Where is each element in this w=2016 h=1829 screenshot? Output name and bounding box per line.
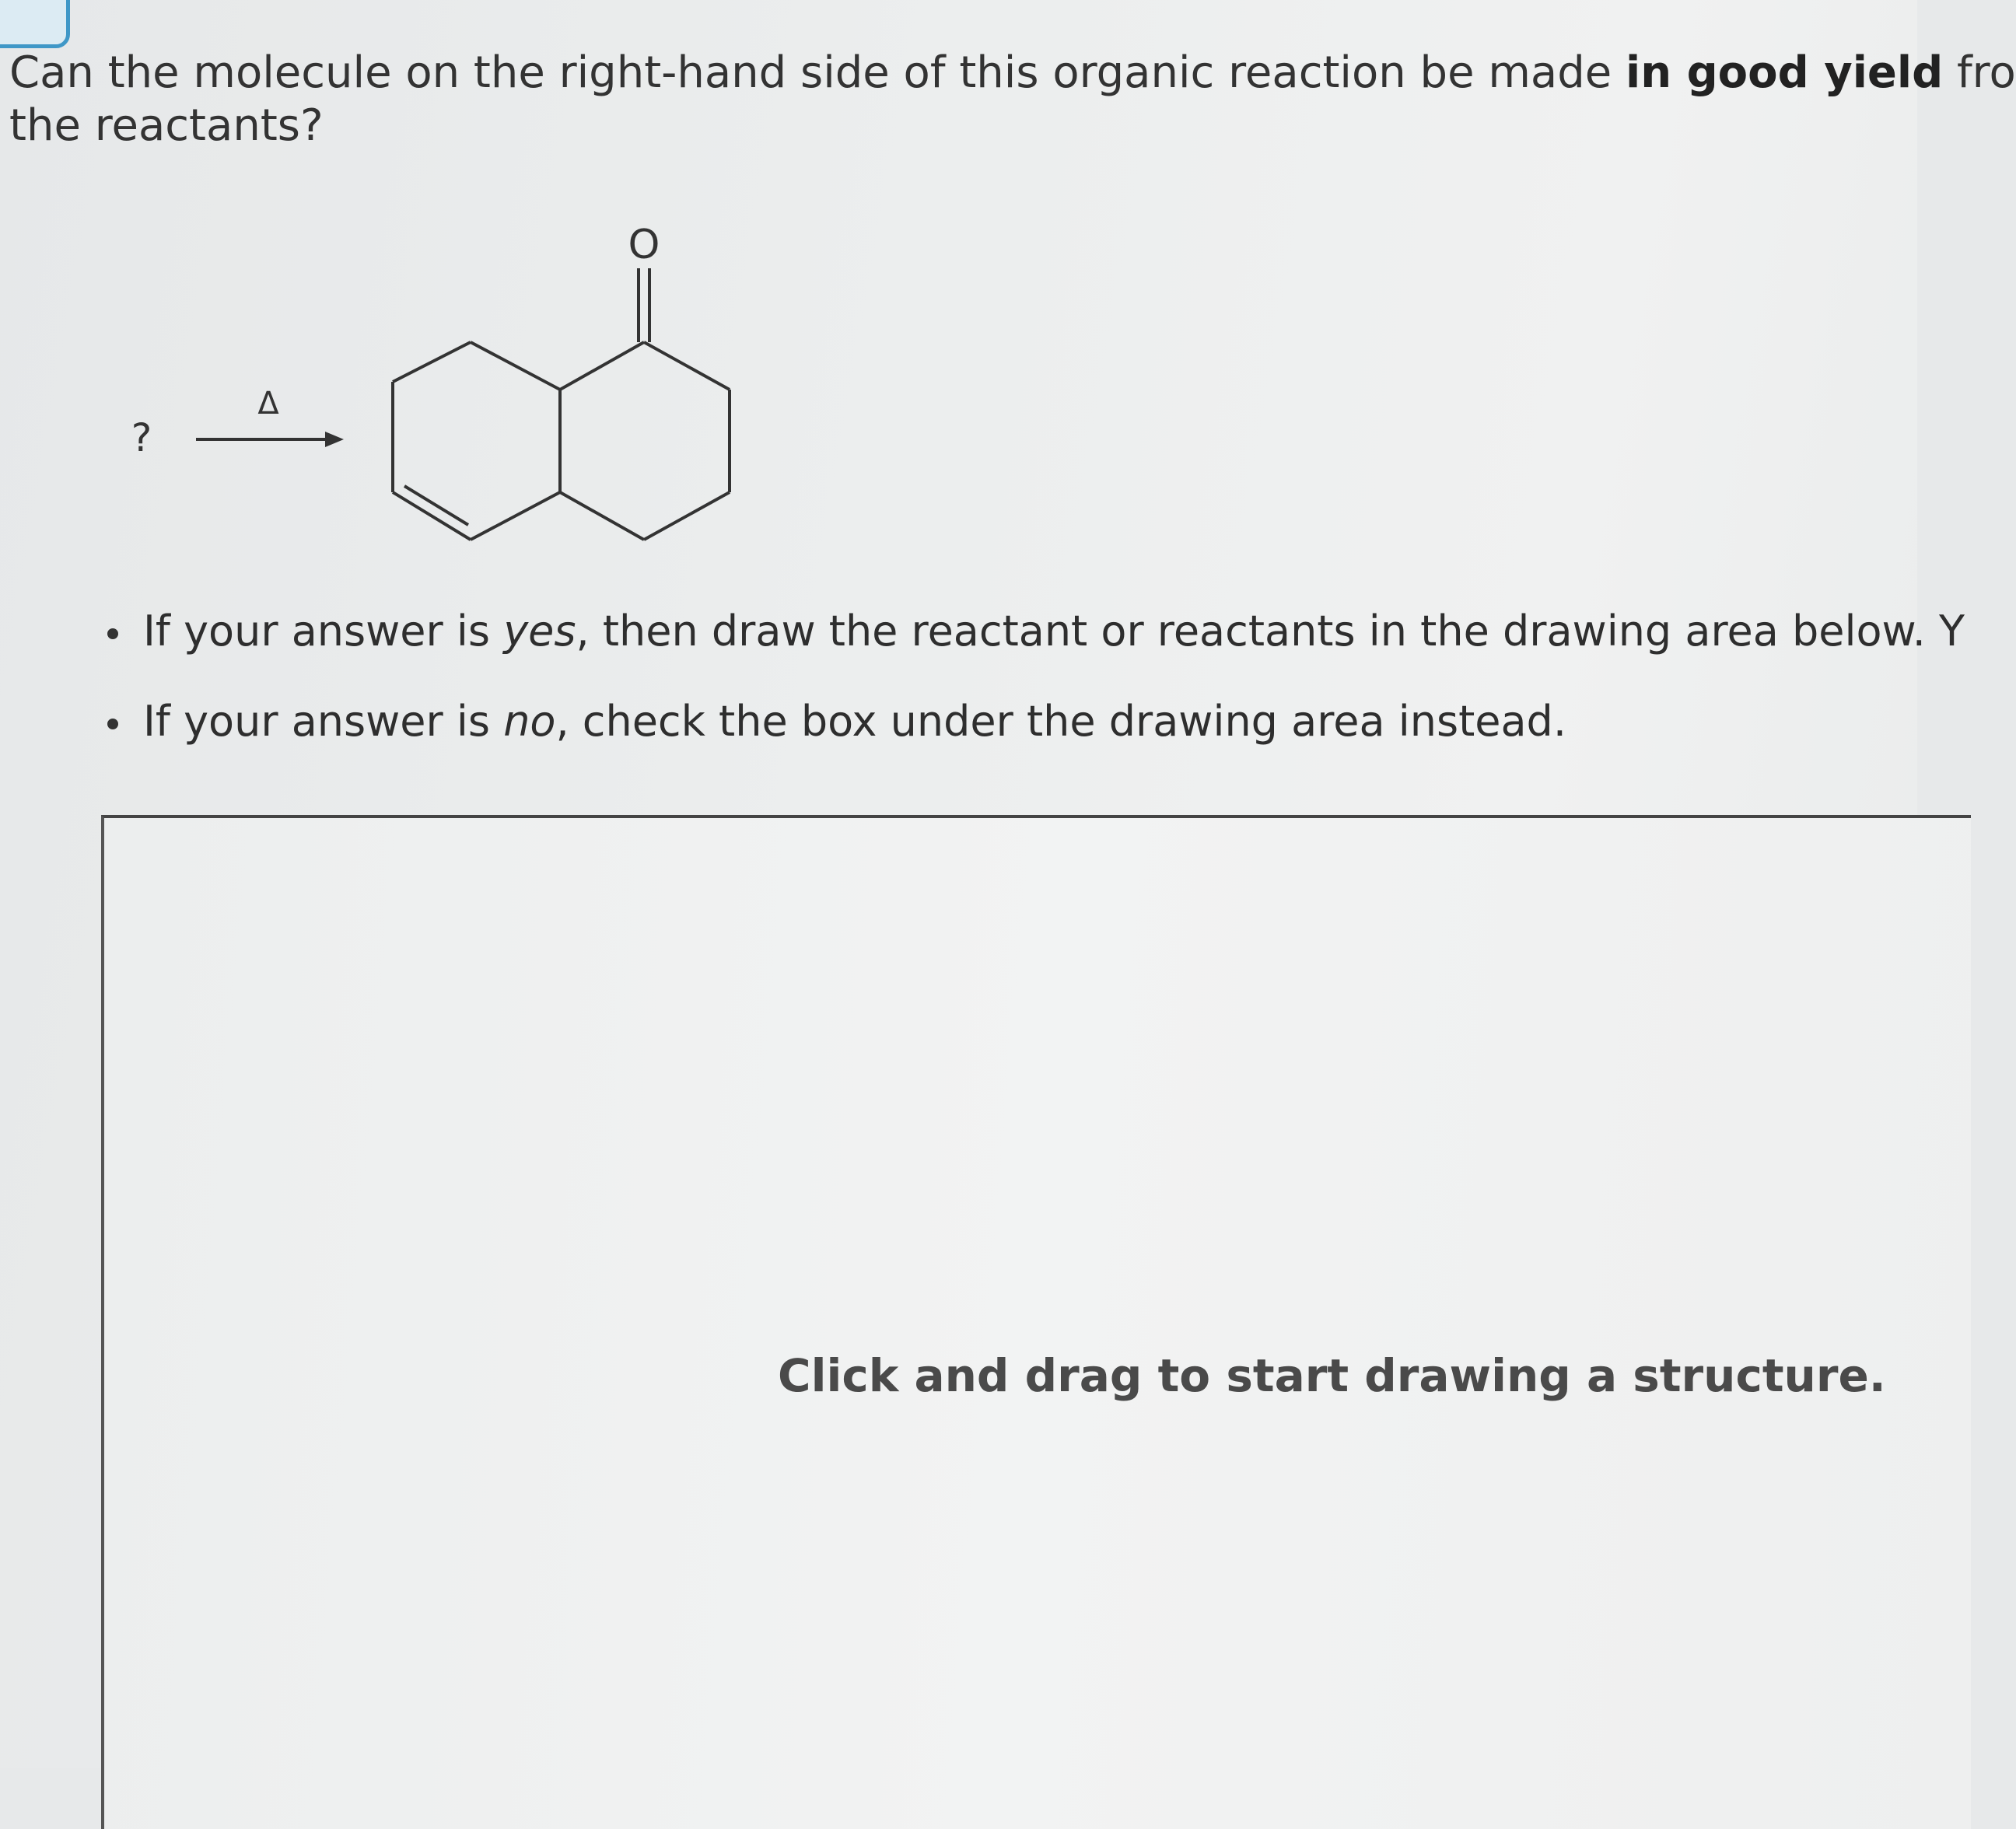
heat-symbol: Δ (257, 386, 279, 421)
oxygen-label: O (628, 222, 660, 268)
bullet-icon (107, 719, 118, 729)
instruction-emphasis: no (503, 697, 556, 746)
reaction-arrowhead (325, 432, 344, 447)
instruction-list (101, 607, 1965, 787)
product-molecule (393, 268, 730, 540)
reaction-scheme (124, 210, 747, 552)
instruction-prefix: If your answer is (143, 697, 504, 746)
question-line2: the reactants? (9, 100, 324, 151)
instruction-suffix: , check the box under the drawing area instead. (555, 697, 1567, 746)
question-bold: in good yield (1626, 47, 1944, 98)
instruction-item-no (101, 697, 1917, 747)
structure-drawing-area[interactable] (101, 815, 1971, 1829)
question-text (9, 47, 2016, 152)
instruction-prefix: If your answer is (143, 607, 504, 656)
question-suffix: fro (1943, 47, 2016, 98)
instruction-suffix: , then draw the reactant or reactants in the drawing area below. Y (576, 607, 1965, 656)
bullet-icon (107, 628, 118, 639)
question-tab-icon[interactable] (0, 0, 70, 48)
reactant-placeholder: ? (131, 415, 152, 460)
drawing-area-hint: Click and drag to start drawing a structure. (778, 1349, 1886, 1402)
question-prefix: Can the molecule on the right-hand side of this organic reaction be made (9, 47, 1626, 98)
instruction-item-yes (101, 607, 1965, 656)
instruction-emphasis: yes (503, 607, 576, 656)
